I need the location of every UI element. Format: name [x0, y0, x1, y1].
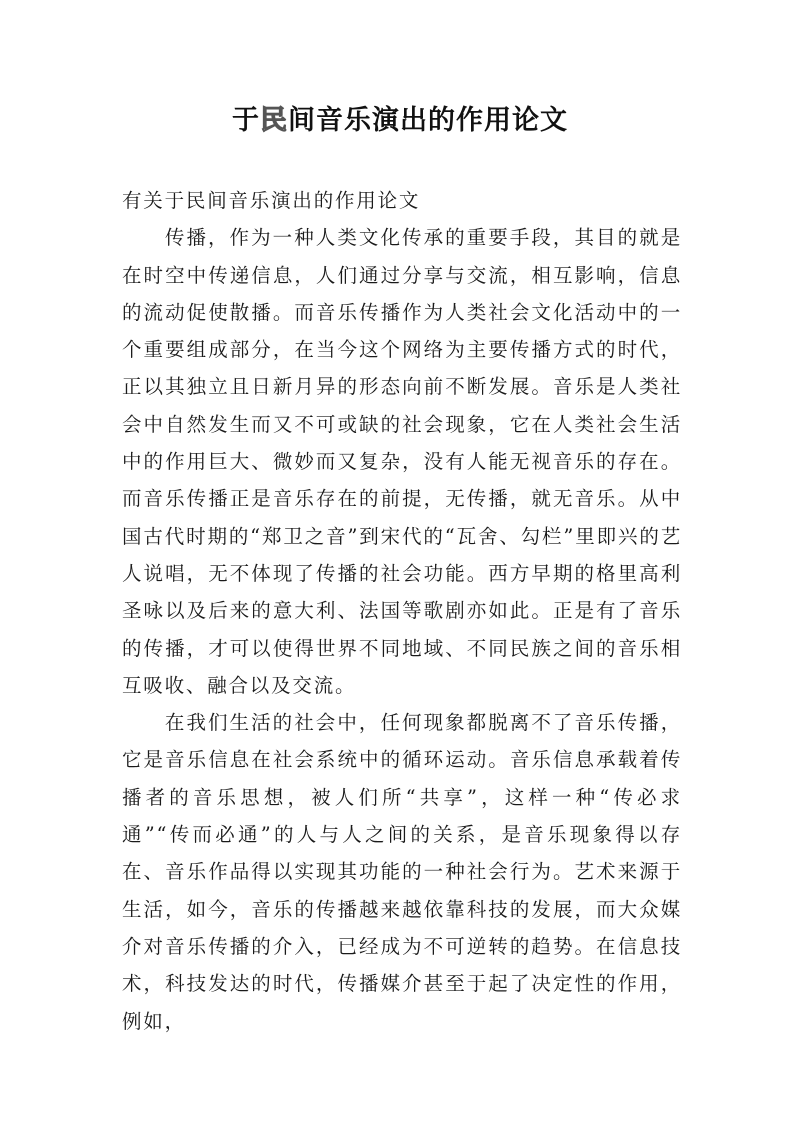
document-body	[122, 182, 682, 1040]
title-highlight-char: 民	[260, 105, 288, 136]
document-subtitle: 有关于民间音乐演出的作用论文	[122, 189, 421, 212]
title-rest: 间音乐演出的作用论文	[288, 105, 568, 136]
document-title	[0, 98, 800, 137]
title-prefix: 于	[232, 105, 260, 136]
paragraph-2: 在我们生活的社会中，任何现象都脱离不了音乐传播，它是音乐信息在社会系统中的循环运动。音乐信息承载着传播者的音乐思想，被人们所“共享”，这样一种“传必求通”“传而必通”的人与人之间的关系，是音乐现象得以存在、音乐作品得以实现其功能的一种社会行为。艺术来源于生活，如今，音乐的传播越来越依靠科技的发展，而大众媒介对音乐传播的介入，已经成为不可逆转的趋势。在信息技术，科技发达的时代，传播媒介甚至于起了决定性的作用，例如，	[122, 711, 682, 1033]
paragraph-1: 传播，作为一种人类文化传承的重要手段，其目的就是在时空中传递信息，人们通过分享与交流，相互影响，信息的流动促使散播。而音乐传播作为人类社会文化活动中的一个重要组成部分，在当今这个网络为主要传播方式的时代，正以其独立且日新月异的形态向前不断发展。音乐是人类社会中自然发生而又不可或缺的社会现象，它在人类社会生活中的作用巨大、微妙而又复杂，没有人能无视音乐的存在。而音乐传播正是音乐存在的前提，无传播，就无音乐。从中国古代时期的“郑卫之音”到宋代的“瓦舍、勾栏”里即兴的艺人说唱，无不体现了传播的社会功能。西方早期的格里高利圣咏以及后来的意大利、法国等歌剧亦如此。正是有了音乐的传播，才可以使得世界不同地域、不同民族之间的音乐相互吸收、融合以及交流。	[122, 226, 682, 697]
